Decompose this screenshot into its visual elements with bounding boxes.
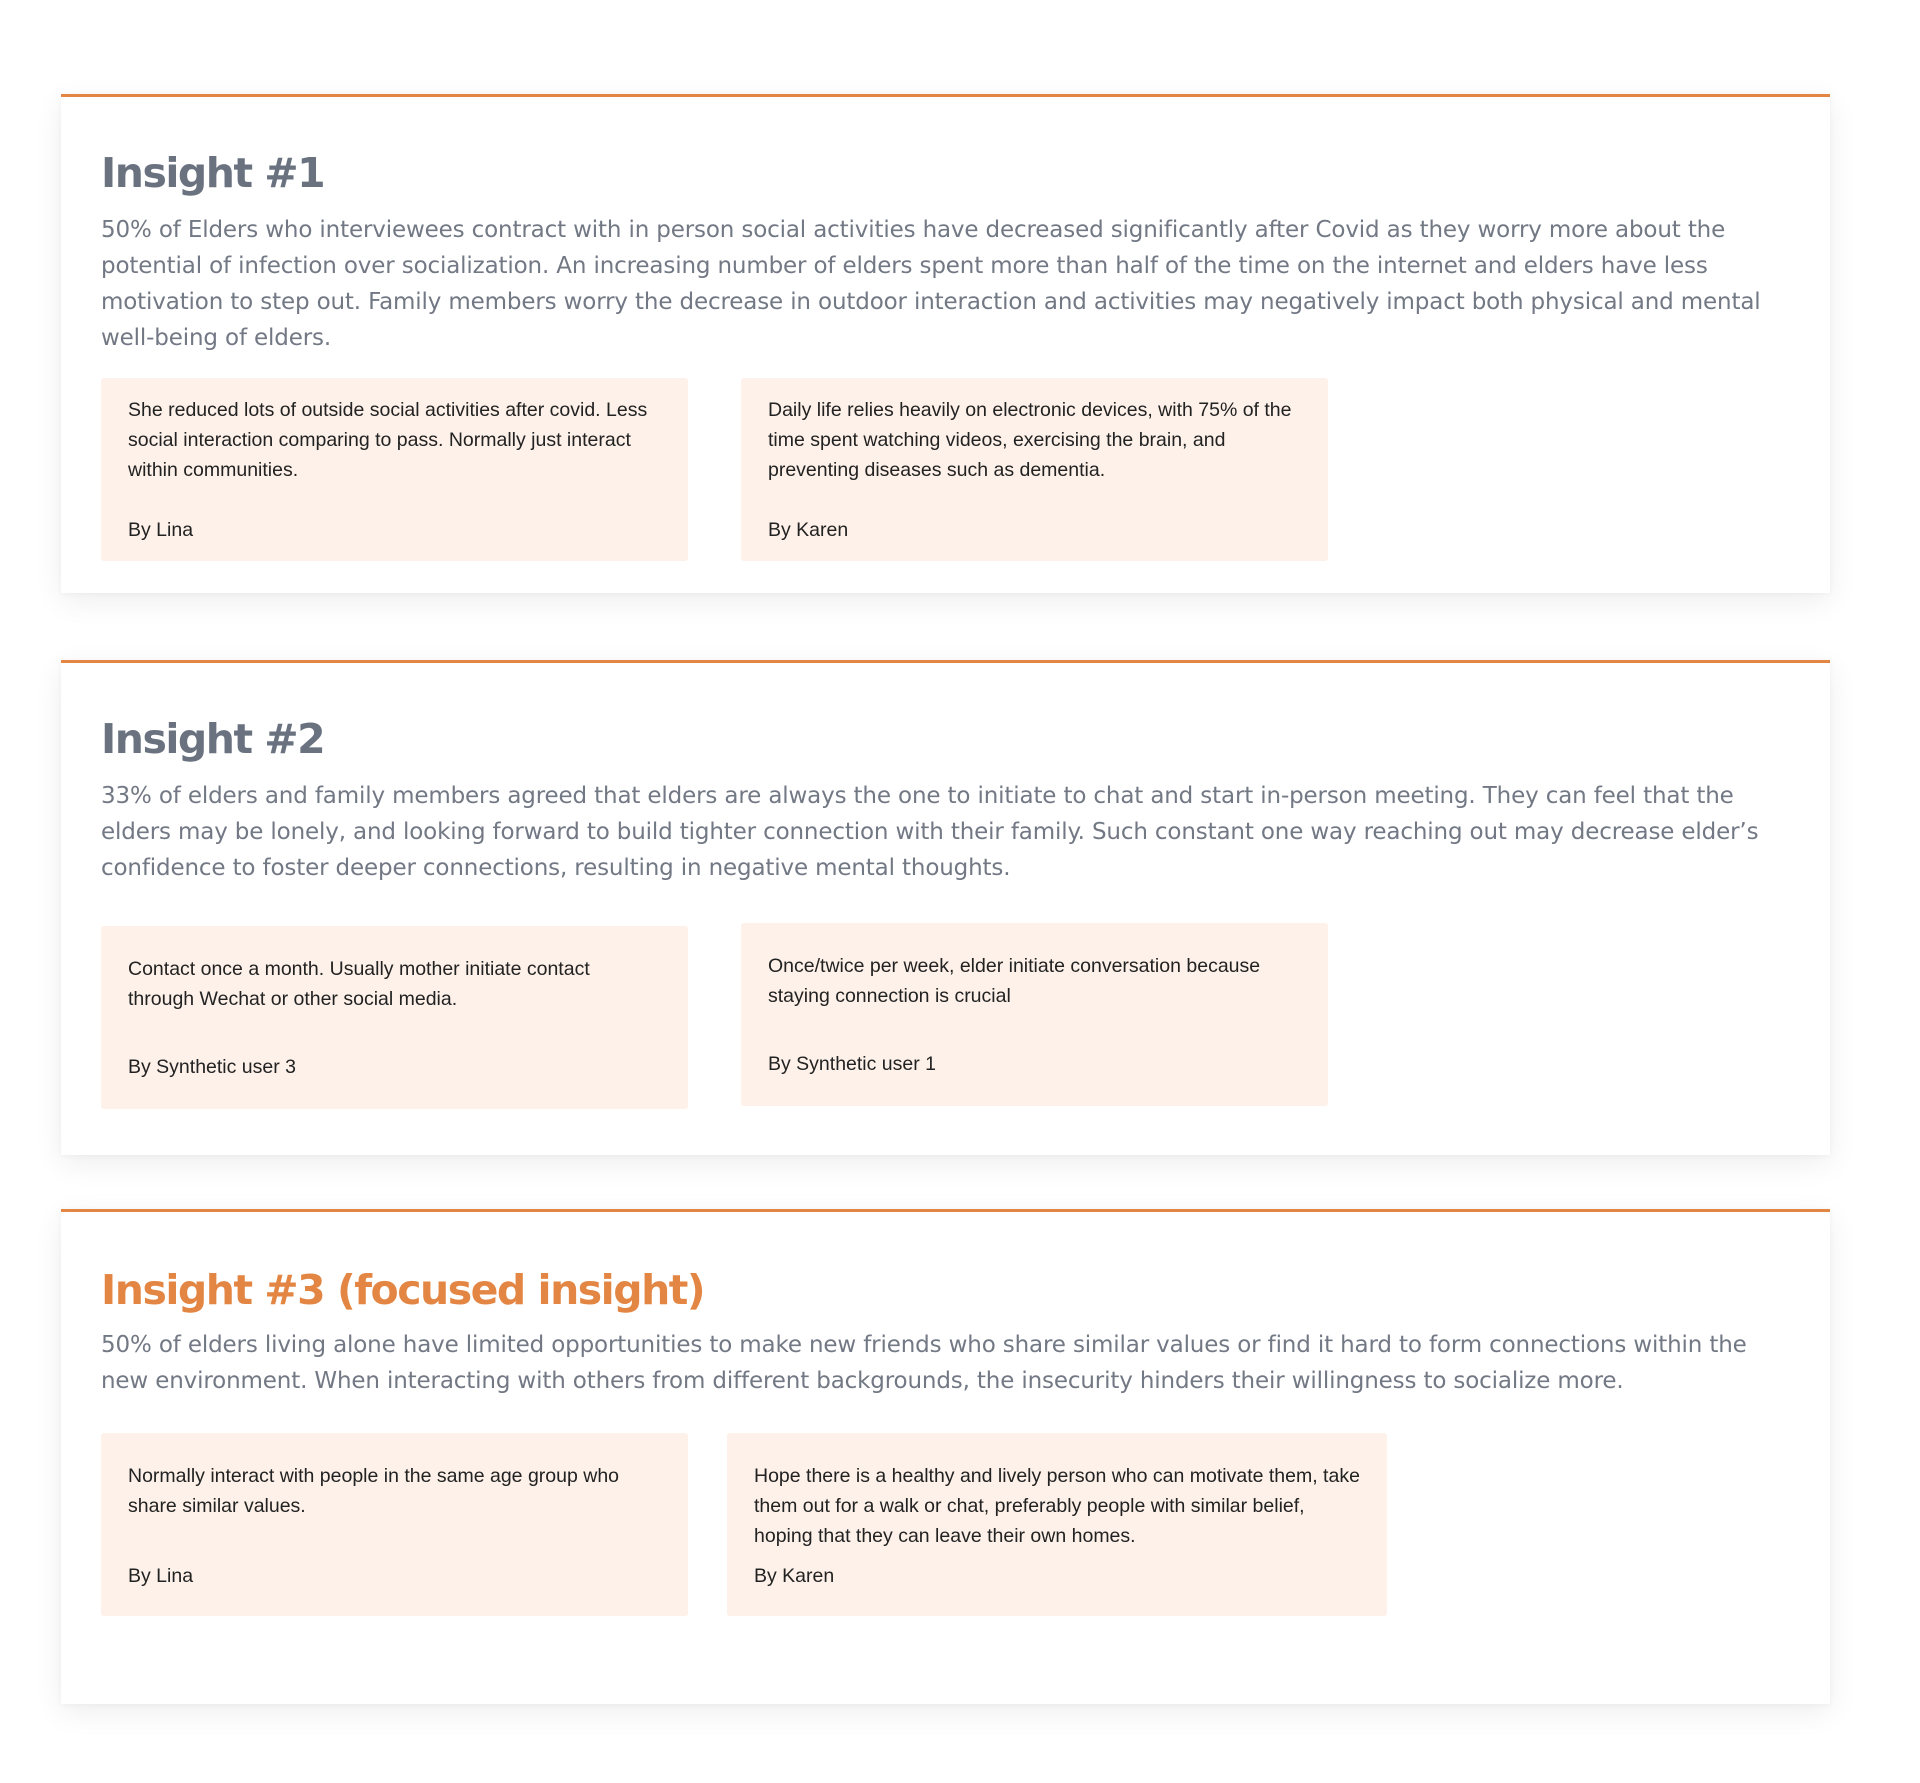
insight-description: 50% of Elders who interviewees contract with in person social activities have decreased significantly after Covid as they worry more about the potential of infection over socialization. An increasing number of elders spent more than half of the time on the internet and elders have less motivation to step out. Family members worry the decrease in outdoor interaction and activities may negatively impact both physical and mental well-being of elders. xyxy=(101,217,1761,351)
quote-text: She reduced lots of outside social activities after covid. Less social interaction comparing to pass. Normally just interact within communities. xyxy=(128,399,648,481)
quote-author: By Karen xyxy=(768,519,849,541)
insight-title-focused: Insight #3 (focused insight) xyxy=(101,1266,705,1314)
quote-author: By Lina xyxy=(128,1565,194,1587)
insight-title: Insight #1 xyxy=(101,149,325,197)
quote-card xyxy=(101,378,688,561)
insight-card-2 xyxy=(61,660,1830,1155)
insight-description: 33% of elders and family members agreed that elders are always the one to initiate to chat and start in-person meeting. They can feel that the elders may be lonely, and looking forward to build tighter connection with their family. Such constant one way reaching out may decrease elder’s confidence to foster deeper connections, resulting in negative mental thoughts. xyxy=(101,783,1759,881)
quote-card xyxy=(727,1433,1387,1616)
quote-card xyxy=(101,926,688,1109)
quote-author: By Synthetic user 1 xyxy=(768,1053,936,1075)
quote-author: By Synthetic user 3 xyxy=(128,1056,296,1078)
quote-author: By Karen xyxy=(754,1565,835,1587)
insight-description: 50% of elders living alone have limited opportunities to make new friends who share similar values or find it hard to form connections within the new environment. When interacting with others from different backgrounds, the insecurity hinders their willingness to socialize more. xyxy=(101,1332,1747,1394)
quote-card xyxy=(101,1433,688,1616)
insight-card-1 xyxy=(61,94,1830,593)
insight-card-3-focused xyxy=(61,1209,1830,1704)
quote-text: Normally interact with people in the same age group who share similar values. xyxy=(128,1465,620,1517)
quote-text: Once/twice per week, elder initiate conversation because staying connection is crucial xyxy=(768,955,1261,1007)
quote-text: Contact once a month. Usually mother initiate contact through Wechat or other social media. xyxy=(128,958,590,1010)
quote-author: By Lina xyxy=(128,519,194,541)
quote-text: Hope there is a healthy and lively person who can motivate them, take them out for a walk or chat, preferably people with similar belief, hoping that they can leave their own homes. xyxy=(754,1465,1360,1547)
insight-title: Insight #2 xyxy=(101,715,325,763)
quote-card xyxy=(741,378,1328,561)
quote-text: Daily life relies heavily on electronic devices, with 75% of the time spent watching videos, exercising the brain, and preventing diseases such as dementia. xyxy=(768,399,1292,481)
quote-card xyxy=(741,923,1328,1106)
